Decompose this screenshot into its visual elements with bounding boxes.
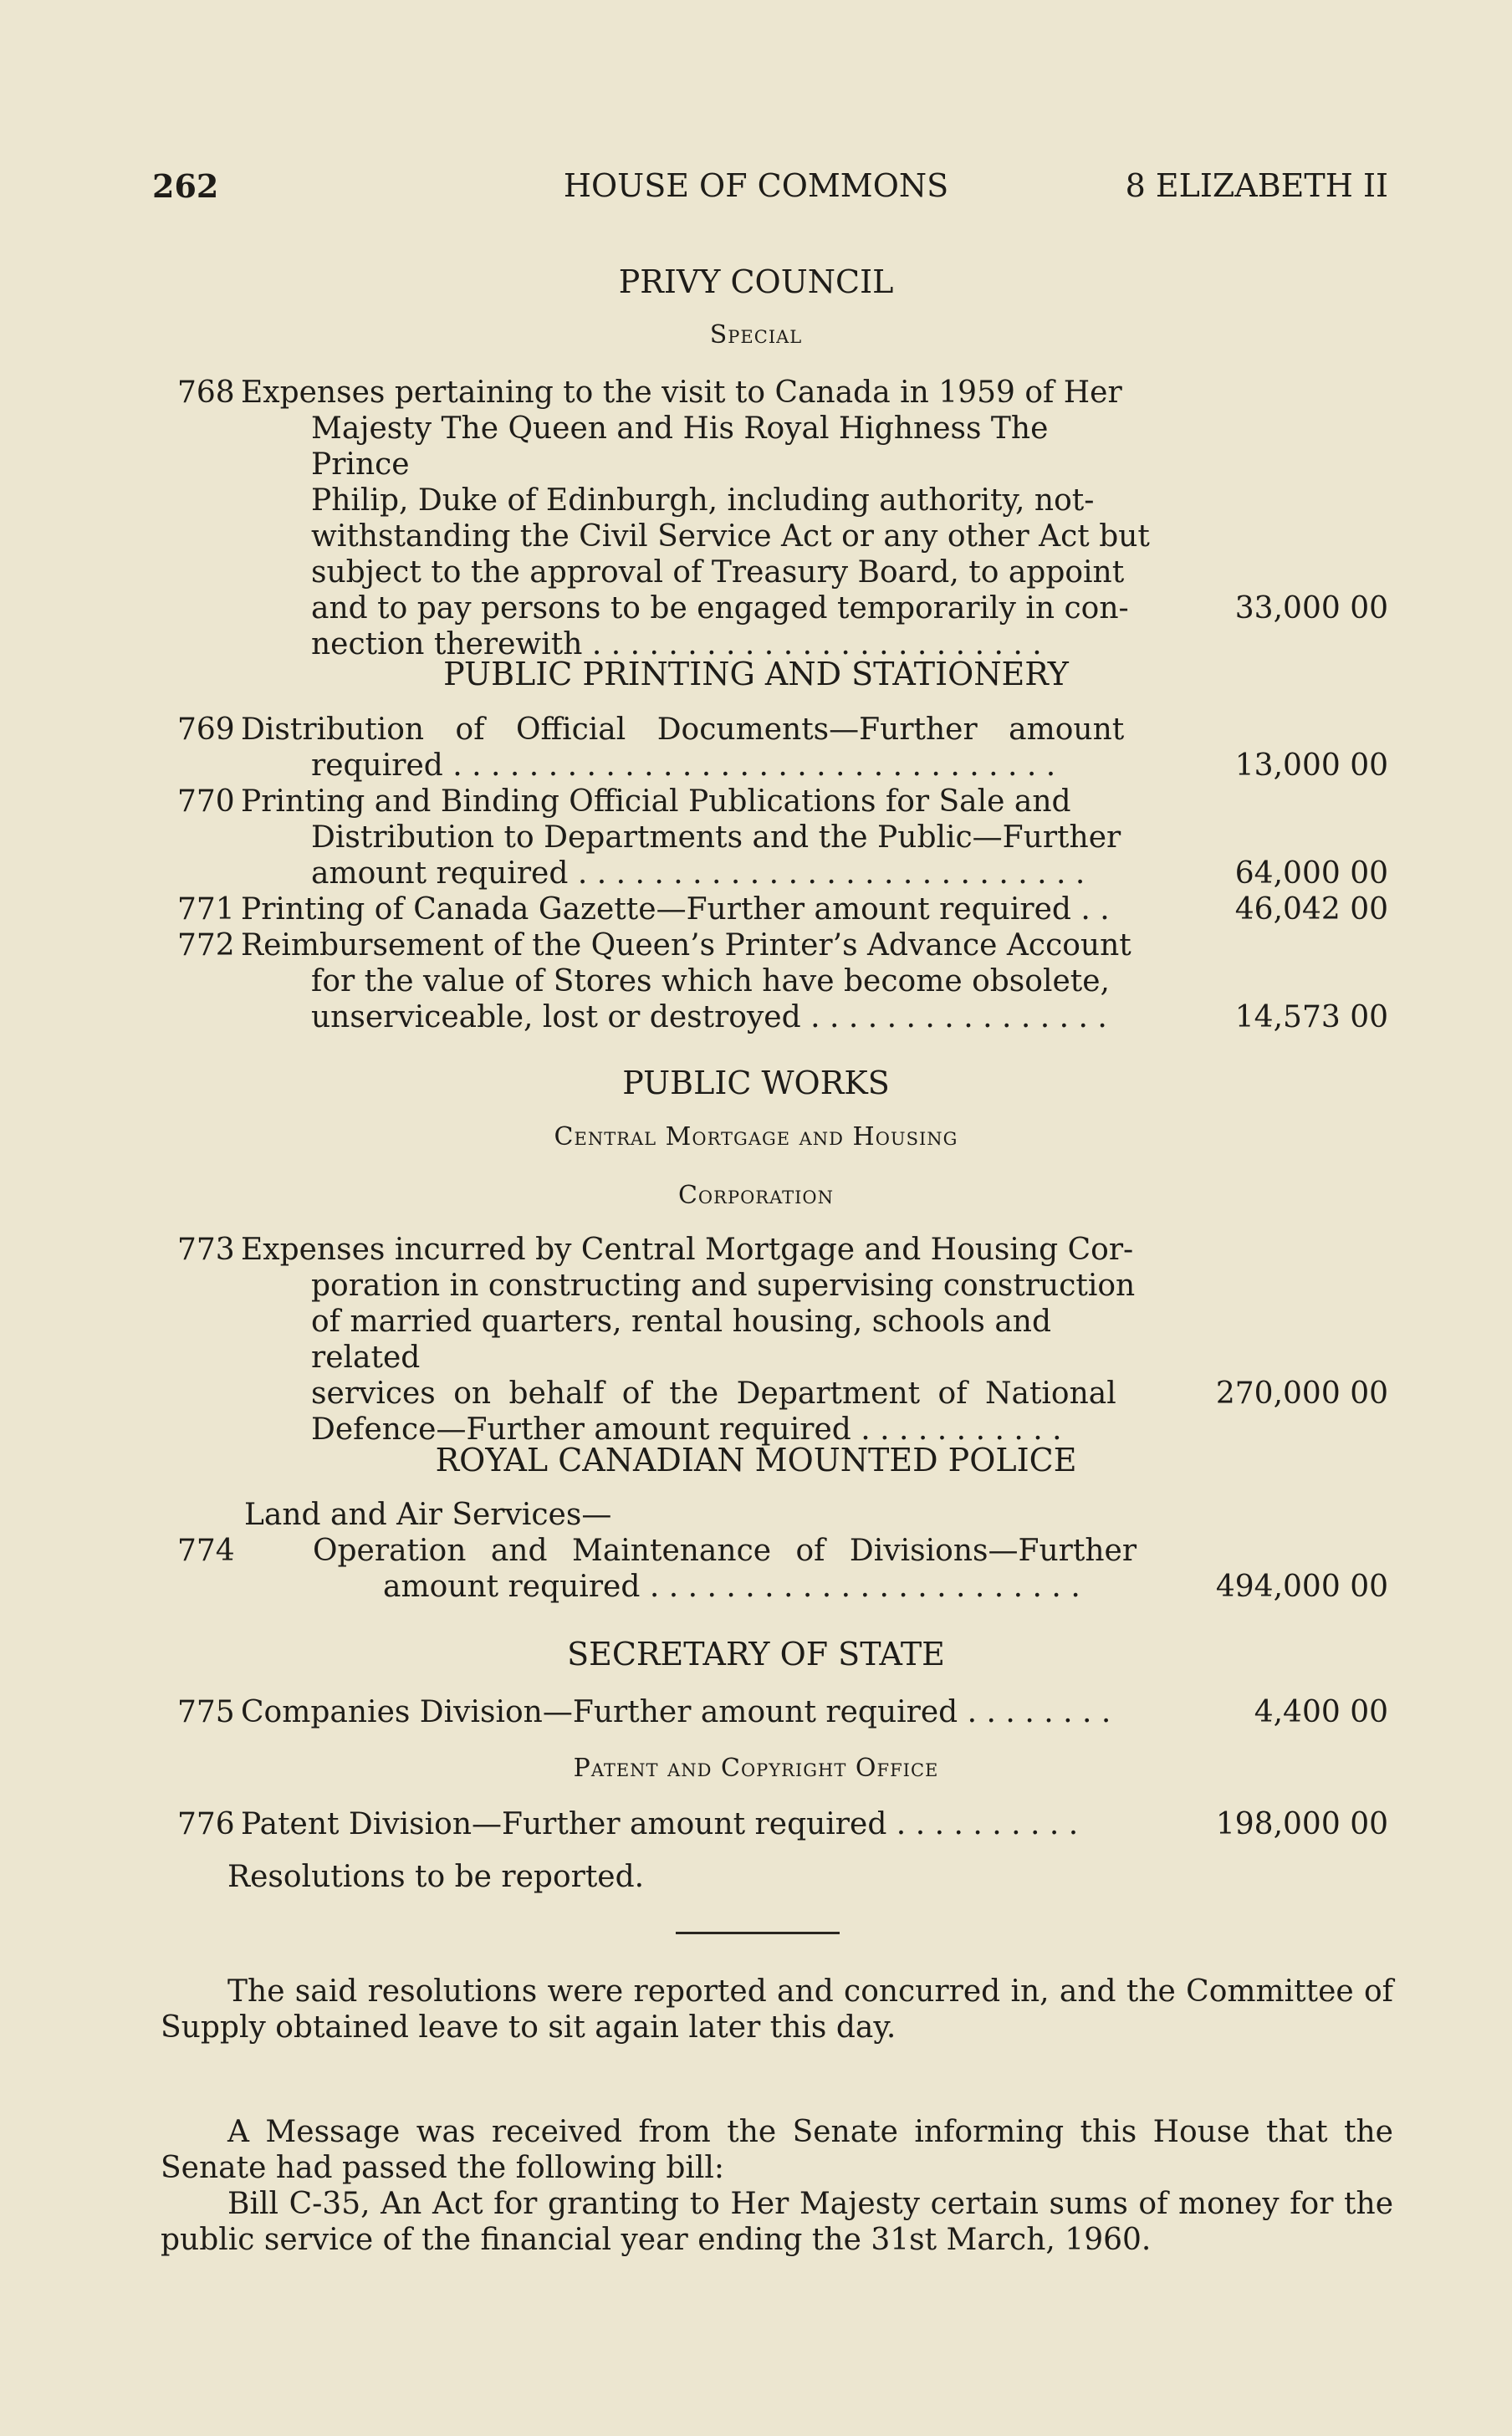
line: Expenses pertaining to the visit to Canada in 1959 of Her	[241, 375, 1122, 410]
vote-number: 775	[177, 1695, 235, 1729]
line: of married quarters, rental housing, schools and related	[311, 1305, 1052, 1375]
vote-text	[241, 927, 1151, 1035]
line: nection therewith . . . . . . . . . . . . . . . . . . . . . . . .	[311, 627, 1042, 661]
running-title: HOUSE OF COMMONS	[563, 167, 949, 204]
amount-769: 13,000 00	[1234, 748, 1388, 783]
amount-776: 198,000 00	[1215, 1807, 1388, 1841]
line: withstanding the Civil Service Act or any other Act but	[311, 519, 1150, 554]
line: Reimbursement of the Queen’s Printer’s Advance Account	[241, 928, 1131, 963]
vote-text	[241, 1232, 1151, 1448]
vote-number: 773	[177, 1233, 235, 1267]
section-title-privy-council: PRIVY COUNCIL	[618, 263, 894, 300]
subsection-patent-copyright: Patent and Copyright Office	[573, 1754, 939, 1783]
subsection-special: Special	[709, 320, 803, 350]
section-title-rcmp: ROYAL CANADIAN MOUNTED POLICE	[435, 1442, 1077, 1478]
line: Majesty The Queen and His Royal Highness The Prince	[311, 411, 1049, 482]
vote-text	[241, 891, 1151, 927]
page-number: 262	[152, 167, 219, 205]
section-title-secretary-of-state: SECRETARY OF STATE	[567, 1636, 945, 1673]
resolutions-note: Resolutions to be reported.	[227, 1860, 645, 1894]
vote-text	[241, 712, 1151, 784]
line: Distribution to Departments and the Public—Further	[311, 820, 1121, 855]
amount-771: 46,042 00	[1234, 892, 1388, 927]
vote-text	[241, 1533, 1151, 1605]
divider-rule	[676, 1932, 840, 1934]
paragraph-concurred: The said resolutions were reported and concurred in, and the Committee of Supply obtained leave to sit again later this day.	[161, 1974, 1393, 2045]
vote-text	[241, 784, 1151, 891]
vote-number: 772	[177, 928, 235, 963]
line: Expenses incurred by Central Mortgage and Housing Cor-	[241, 1233, 1134, 1267]
line: Distribution of Official Documents—Further amount	[241, 712, 1125, 747]
amount-768: 33,000 00	[1234, 591, 1388, 626]
vote-text: Companies Division—Further amount required . . . . . . . .	[241, 1695, 1111, 1729]
line: services on behalf of the Department of National	[311, 1376, 1116, 1411]
subsection-cmhc: Central Mortgage and Housing	[554, 1122, 958, 1152]
vote-text	[241, 375, 1151, 662]
line: poration in constructing and supervising construction	[311, 1269, 1136, 1303]
paragraph-bill-c35: Bill C-35, An Act for granting to Her Majesty certain sums of money for the public service of the financial year ending the 31st March, 1960.	[161, 2187, 1393, 2257]
section-title-public-works: PUBLIC WORKS	[622, 1065, 890, 1101]
line: Philip, Duke of Edinburgh, including authority, not-	[311, 483, 1095, 518]
running-regnal-year: 8 ELIZABETH II	[1125, 167, 1388, 204]
subsection-corporation: Corporation	[677, 1181, 835, 1210]
line: unserviceable, lost or destroyed . . . . . . . . . . . . . . . .	[311, 1000, 1107, 1034]
amount-770: 64,000 00	[1234, 856, 1388, 891]
vote-number: 776	[177, 1807, 235, 1841]
line: Printing and Binding Official Publications for Sale and	[241, 784, 1071, 819]
line: Operation and Maintenance of Divisions—Further	[313, 1534, 1137, 1568]
vote-number: 770	[177, 784, 235, 819]
group-land-air-services: Land and Air Services—	[244, 1498, 612, 1532]
paragraph-senate-message: A Message was received from the Senate informing this House that the Senate had passed the following bill:	[161, 2115, 1393, 2185]
line: Defence—Further amount required . . . . . . . . . . .	[311, 1412, 1062, 1447]
amount-773: 270,000 00	[1215, 1376, 1388, 1411]
line: subject to the approval of Treasury Board, to appoint	[311, 555, 1125, 590]
line: amount required . . . . . . . . . . . . . . . . . . . . . . . . . . .	[311, 856, 1085, 891]
amount-775: 4,400 00	[1254, 1695, 1388, 1729]
vote-number: 771	[177, 892, 235, 927]
vote-text: Patent Division—Further amount required . . . . . . . . . .	[241, 1807, 1079, 1841]
vote-number: 768	[177, 375, 235, 410]
line: Printing of Canada Gazette—Further amount required . .	[241, 892, 1110, 927]
line: for the value of Stores which have become obsolete,	[311, 964, 1110, 998]
amount-772: 14,573 00	[1234, 1000, 1388, 1034]
line: required . . . . . . . . . . . . . . . . . . . . . . . . . . . . . . . .	[311, 748, 1056, 783]
section-title-printing: PUBLIC PRINTING AND STATIONERY	[443, 656, 1069, 692]
line: and to pay persons to be engaged temporarily in con-	[311, 591, 1129, 626]
vote-number: 774	[177, 1534, 235, 1568]
amount-774: 494,000 00	[1215, 1570, 1388, 1604]
vote-number: 769	[177, 712, 235, 747]
line: amount required . . . . . . . . . . . . . . . . . . . . . . .	[383, 1570, 1080, 1604]
